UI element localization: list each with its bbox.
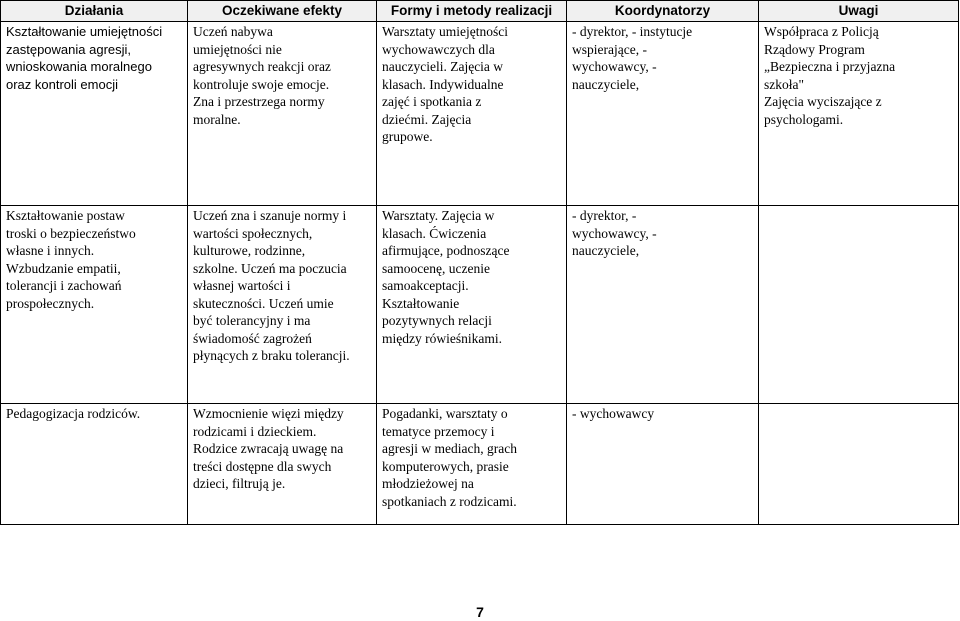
cell-koordynatorzy: - wychowawcy — [567, 404, 759, 525]
cell-dzialania: Pedagogizacja rodziców. — [1, 404, 188, 525]
table-row — [1, 404, 959, 525]
cell-dzialania: Kształtowanie umiejętności zastępowania agresji, wnioskowania moralnego oraz kontroli emocji — [1, 22, 188, 206]
cell-uwagi — [759, 206, 959, 404]
cell-formy: Pogadanki, warsztaty o tematyce przemocy i agresji w mediach, grach komputerowych, prasie młodzieżowej na spotkaniach z rodzicami. — [377, 404, 567, 525]
header-koordynatorzy: Koordynatorzy — [567, 1, 759, 22]
table-header-row — [1, 1, 959, 22]
cell-koordynatorzy: - dyrektor, - wychowawcy, - nauczyciele, — [567, 206, 759, 404]
header-oczekiwane-efekty: Oczekiwane efekty — [188, 1, 377, 22]
page-number: 7 — [476, 604, 484, 620]
header-dzialania: Działania — [1, 1, 188, 22]
cell-formy: Warsztaty umiejętności wychowawczych dla nauczycieli. Zajęcia w klasach. Indywidualne zajęć i spotkania z dziećmi. Zajęcia grupowe. — [377, 22, 567, 206]
cell-efekty: Uczeń nabywa umiejętności nie agresywnych reakcji oraz kontroluje swoje emocje. Zna i przestrzega normy moralne. — [188, 22, 377, 206]
cell-uwagi — [759, 404, 959, 525]
cell-efekty: Uczeń zna i szanuje normy i wartości społecznych, kulturowe, rodzinne, szkolne. Uczeń ma poczucia własnej wartości i skuteczności. Uczeń umie być tolerancyjny i ma świadomość zagrożeń płynących z braku tolerancji. — [188, 206, 377, 404]
cell-dzialania: Kształtowanie postaw troski o bezpieczeństwo własne i innych. Wzbudzanie empatii, tolerancji i zachowań prospołecznych. — [1, 206, 188, 404]
header-uwagi: Uwagi — [759, 1, 959, 22]
cell-formy: Warsztaty. Zajęcia w klasach. Ćwiczenia afirmujące, podnoszące samoocenę, uczenie samoakceptacji. Kształtowanie pozytywnych relacji między rówieśnikami. — [377, 206, 567, 404]
table-row — [1, 206, 959, 404]
cell-efekty: Wzmocnienie więzi między rodzicami i dzieckiem. Rodzice zwracają uwagę na treści dostępne dla swych dzieci, filtrują je. — [188, 404, 377, 525]
cell-koordynatorzy: - dyrektor, - instytucje wspierające, - wychowawcy, - nauczyciele, — [567, 22, 759, 206]
cell-uwagi: Współpraca z Policją Rządowy Program „Bezpieczna i przyjazna szkoła" Zajęcia wyciszające z psychologami. — [759, 22, 959, 206]
header-formy-metody: Formy i metody realizacji — [377, 1, 567, 22]
table-row — [1, 22, 959, 206]
